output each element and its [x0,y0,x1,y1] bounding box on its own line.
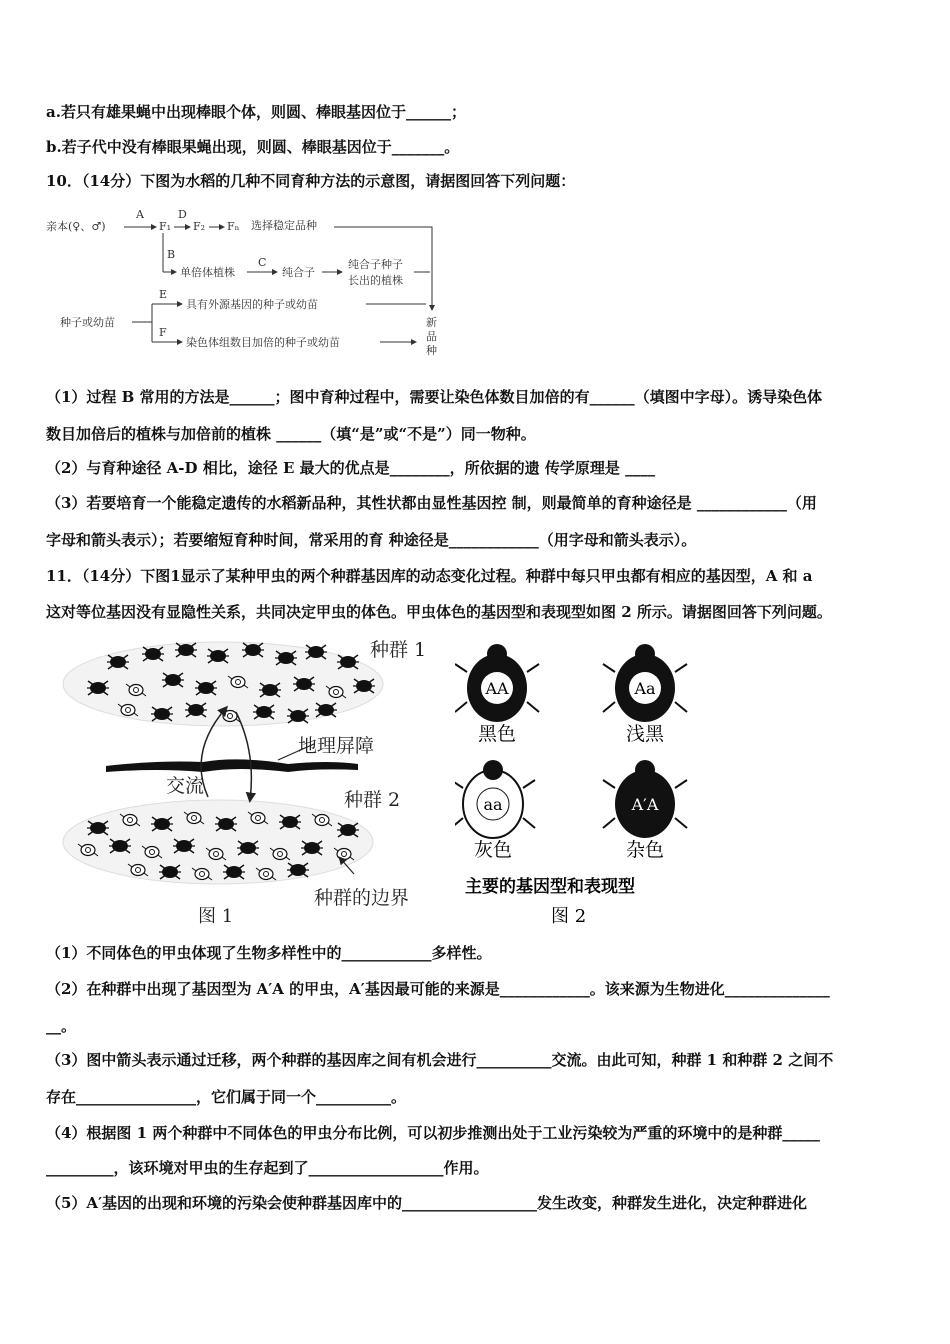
q11-part3-line1: （3）图中箭头表示通过迁移，两个种群的基因库之间有机会进行__________交流。由此可知，种群 1 和种群 2 之间不 [46,1051,834,1069]
phenotype-grey: 灰色 [473,839,513,861]
phenotype-mottled: 杂色 [625,839,665,861]
q11-part1: （1）不同体色的甲虫体现了生物多样性中的____________多样性。 [46,944,492,962]
beetle-aa [455,760,535,861]
diagram-foreign: 具有外源基因的种子或幼苗 [186,298,318,311]
diagram-fn: Fₙ [227,220,240,233]
diagram-new-1: 新 [426,316,437,329]
q11-part2-line1: （2）在种群中出现了基因型为 A′A 的甲虫，A′基因最可能的来源是____________。该来源为生物进化______________ [46,980,830,998]
phenotype-light-black: 浅黑 [625,723,665,745]
beetle-A-prime-A [603,760,687,861]
genotype-aa: aa [483,795,503,814]
q10-stem: 10．（14分）下图为水稻的几种不同育种方法的示意图，请据图回答下列问题： [46,172,576,190]
phenotype-black: 黑色 [477,723,517,745]
q9-option-a: a.若只有雄果蝇中出现棒眼个体，则圆、棒眼基因位于______； [46,103,466,121]
label-population-1: 种群 1 [370,639,427,661]
diagram-f2: F₂ [193,220,206,233]
beetle-AA [455,644,539,745]
figure-2 [455,632,715,932]
figure-2-caption: 图 2 [551,906,587,927]
diagram-pure-seed-2: 长出的植株 [348,274,403,287]
figure-1-caption: 图 1 [198,906,234,927]
q10-part3-line2: 字母和箭头表示）；若要缩短育种时间，常采用的育 种途径是____________（用字母和箭头表示）。 [46,531,697,549]
label-B: B [167,248,176,261]
q11-part2-line2: __。 [46,1017,77,1035]
figure-1 [58,632,443,932]
diagram-new-2: 品 [426,330,437,343]
diagram-new-3: 种 [426,344,437,357]
q11-stem-line1: 11．（14分）下图1显示了某种甲虫的两个种群基因库的动态变化过程。种群中每只甲虫都有相应的基因型，A 和 a [46,567,813,585]
label-boundary: 种群的边界 [314,887,410,909]
label-D: D [178,208,187,221]
genotype-AA: AA [485,679,509,698]
q10-part1-line2: 数目加倍后的植株与加倍前的植株 ______（填“是”或“不是”）同一物种。 [46,425,536,443]
q9-option-b: b.若子代中没有棒眼果蝇出现，则圆、棒眼基因位于_______。 [46,138,460,156]
q11-part4-line2: _________，该环境对甲虫的生存起到了__________________作用。 [46,1159,489,1177]
figure-2-subtitle: 主要的基因型和表现型 [465,877,635,897]
diagram-haploid: 单倍体植株 [180,266,235,279]
genotype-A-prime-A: A′A [631,795,659,814]
q11-part4-line1: （4）根据图 1 两个种群中不同体色的甲虫分布比例，可以初步推测出处于工业污染较为严重的环境中的是种群_____ [46,1124,820,1142]
label-exchange: 交流 [166,775,205,797]
beetle-Aa [603,644,687,745]
diagram-pure-seed-1: 纯合子种子 [348,258,403,271]
label-barrier: 地理屏障 [298,735,375,757]
genotype-Aa: Aa [634,679,656,698]
label-population-2: 种群 2 [344,789,401,811]
diagram-double: 染色体组数目加倍的种子或幼苗 [186,336,340,349]
q10-part1-line1: （1）过程 B 常用的方法是______；图中育种过程中，需要让染色体数目加倍的有______（填图中字母）。诱导染色体 [46,388,823,406]
q11-stem-line2: 这对等位基因没有显隐性关系，共同决定甲虫的体色。甲虫体色的基因型和表现型如图 2 所示。请据图回答下列问题。 [46,603,832,621]
label-C: C [258,256,267,269]
diagram-parent: 亲本(♀、♂) [46,220,106,233]
q11-part3-line2: 存在________________，它们属于同一个__________。 [46,1088,407,1106]
barrier-shape [106,759,358,772]
diagram-select: 选择稳定品种 [251,219,317,232]
q10-part2: （2）与育种途径 A-D 相比，途径 E 最大的优点是________，所依据的遗 传学原理是 ____ [46,459,656,477]
label-A: A [136,208,144,221]
label-F: F [159,326,167,339]
q11-part5: （5）A′基因的出现和环境的污染会使种群基因库中的__________________发生改变，种群发生进化，决定种群进化 [46,1194,808,1212]
label-E: E [159,288,168,301]
diagram-pure: 纯合子 [282,266,315,279]
diagram-seed: 种子或幼苗 [60,316,115,329]
q10-part3-line1: （3）若要培育一个能稳定遗传的水稻新品种，其性状都由显性基因控 制，则最简单的育种途径是 ____________（用 [46,494,817,512]
breeding-diagram [44,200,454,368]
diagram-f1: F₁ [159,220,172,233]
